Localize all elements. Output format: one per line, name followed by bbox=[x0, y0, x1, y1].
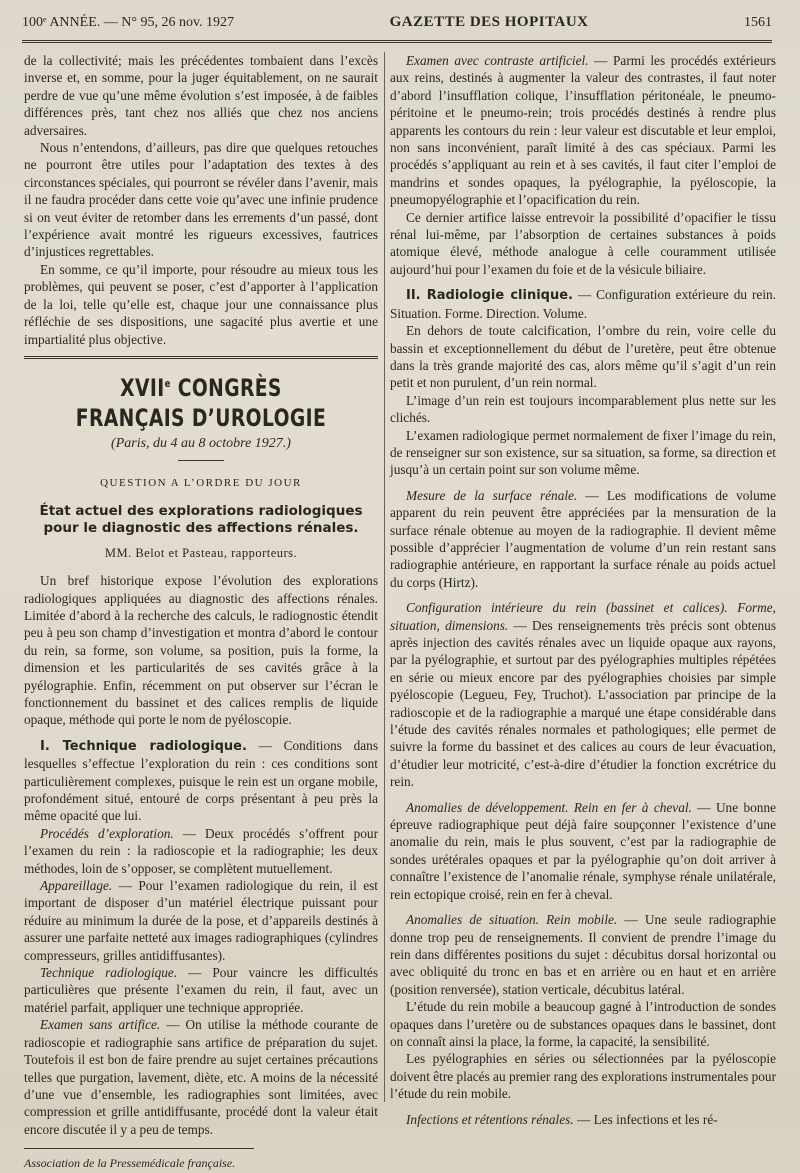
congress-dates: (Paris, du 4 au 8 octobre 1927.) bbox=[111, 435, 291, 451]
paragraph-text: — Deux procédés s’offrent pour l’examen du rein : la radioscopie et la radiographie; les deux méthodes, loin de s’opposer, se complètent mutuellement. bbox=[24, 825, 378, 876]
paragraph bbox=[390, 487, 776, 591]
paragraph-text: — Une seule radiographie donne trop peu de renseignements. Il convient de prendre l’image du rein dans différentes positions du sujet : décubitus dorsal horizontal ou avec obliquité du tronc en bas et en arrière ou en haut et en arrière (position renversée), station verticale, décubitus latéral. bbox=[390, 912, 776, 997]
paragraph: En dehors de toute calcification, l’ombre du rein, voire celle du bassin et exceptionnellement du début de l’uretère, peut être obtenue dans la très grande majorité des cas, alors même qu’il s’agit d’un rein petit et non purulent, d’un rein normal. bbox=[390, 323, 776, 391]
subheading: Anomalies de situation. Rein mobile. bbox=[406, 912, 618, 928]
section-paragraph bbox=[390, 286, 776, 322]
right-column bbox=[390, 52, 776, 1128]
congress-name: CONGRÈS FRANÇAIS D’UROLOGIE bbox=[75, 373, 327, 432]
footer-rule bbox=[24, 1148, 254, 1149]
paragraph-text: — On utilise la méthode courante de radioscopie et radiographie sans artifice de préparation du sujet. Toutefois il est bon de faire prendre au sujet certaines précautions telles que purgation, lavement, diète, etc. A moins de la nécessité d’une vue d’ensemble, les radiographies sont limitées, avec compression et grille antidiffusante, procédé dont la valeur était encore discutée il y a peu de temps. bbox=[24, 1017, 378, 1137]
paragraph-text: — Une bonne épreuve radiographique peut déjà faire soupçonner l’existence d’une anomalie du rein, mais le plus souvent, c’est par la radiographie de sondes urétérales opaques et par la pyélographie qu’on doit arriver à connaître l’existence de l’anomalie rénale, symphyse rénale unilatérale, rein ectopique croisé, rein en fer à cheval. bbox=[390, 799, 776, 902]
question-label: QUESTION A L’ORDRE DU JOUR bbox=[100, 477, 302, 490]
congress-title bbox=[63, 369, 339, 433]
spacer bbox=[390, 278, 776, 286]
paragraph bbox=[24, 825, 378, 877]
spacer bbox=[390, 1103, 776, 1111]
paragraph-text: — Pour l’examen radiologique du rein, il est important de disposer d’un matériel électrique puissant pour réduire au minimum la durée de la pose, et d’appareils destinés à assurer une parfaite netteté aux images radiographiques (cylindres compresseurs, grilles antidiffusantes). bbox=[24, 878, 378, 963]
subheading: Mesure de la surface rénale. bbox=[406, 487, 578, 503]
paragraph: Un bref historique expose l’évolution des explorations radiologiques appliquées au diagnostic des affections rénales. Limitée d’abord à la recherche des calculs, le radiognostic étendit peu à peu son champ d’investigation et montra d’abord le contour du rein, sa forme, son volume, sa position, puis la forme, la dimension et les particularités de ses cavités grâce à la pyélographie. Enfin, récemment on put observer sur l’écran le fonctionnement du bassinet et des calices remplis de liquide opaque, méthode qui porte le nom de pyéloscopie. bbox=[24, 573, 378, 728]
spacer bbox=[390, 479, 776, 487]
paragraph: L’étude du rein mobile a beaucoup gagné à l’introduction de sondes opaques dans l’uretère ou de substances opaques dans le bassinet, dont on connaît ainsi la place, la forme, la capacité, la sensibilité. bbox=[390, 999, 776, 1049]
section-rule bbox=[24, 356, 378, 359]
paragraph: Ce dernier artifice laisse entrevoir la possibilité d’opacifier le tissu rénal lui-même, par l’absorption de certaines substances à poids atomique élevé, méthode analogue à celle couramment utilisée aujourd’hui pour l’examen du foie et de la vésicule biliaire. bbox=[390, 209, 776, 277]
column-divider bbox=[384, 52, 385, 1102]
paragraph bbox=[24, 964, 378, 1016]
paragraph-text: — Parmi les procédés extérieurs aux reins, destinés à augmenter la valeur des contrastes, il faut noter d’abord l’insufflation colique, l’insufflation péritonéale, le pneumo-péritoine et le pneumo-rein; trois procédés destinés à rendre plus apparents les contours du rein : leur valeur est discutable et leur emploi, non sans inconvénient, paraît limité à des cas spéciaux. Parmi les procédés s’appliquant au rein et à ses cavités, il faut citer l’emploi de mandrins et sondes opaques, la pyélographie, la pyéloscopie, la pneumopyélographie et l’opacification du rein. bbox=[390, 53, 776, 208]
paragraph: de la collectivité; mais les précédentes tombaient dans l’excès inverse et, en somme, pour la juger équitablement, on ne saurait perdre de vue qu’une même évolution s’est imposée, à de faibles différences près, tant chez nos alliés que chez nos anciens adversaires. bbox=[24, 53, 378, 138]
paragraph-text: — Les infections et les ré- bbox=[573, 1111, 718, 1127]
paragraph: Les pyélographies en séries ou sélectionnées par la pyéloscopie doivent être placés au premier rang des explorations instrumentales pour l’étude du rein mobile. bbox=[390, 1051, 776, 1102]
paragraph bbox=[24, 877, 378, 964]
paragraph: L’image d’un rein est toujours incomparablement plus nette sur les clichés. bbox=[390, 392, 776, 426]
paragraph-text: — Les modifications de volume apparent du rein peuvent être appréciées par la mensuration de la surface rénale obtenue au moyen de la radiographie. Il devient même possible d’apprécier l’augmentation de volume d’un rein restant sans radiographie antérieure, en rapportant la surface rénale au poids actuel du corps (Hirtz). bbox=[390, 487, 776, 590]
congress-ordinal: e bbox=[164, 376, 171, 390]
paragraph: Nous n’entendons, d’ailleurs, pas dire que quelques retouches ne pourront être utiles pour l’adaptation des textes à des circonstances spéciales, qui pourront se révéler dans l’avenir, mais il ne faudra procéder dans cette voie qu’avec une infinie prudence si on veut éviter de retomber dans les errements d’un passé, dont l’expérience avait montré les rigueurs excessives, fautrices d’injustices regrettables. bbox=[24, 140, 378, 260]
subheading: Appareillage. bbox=[40, 878, 113, 894]
section-heading: II. Radiologie clinique. bbox=[406, 288, 573, 304]
spacer bbox=[390, 591, 776, 599]
article-title-line-2: pour le diagnostic des affections rénales. bbox=[43, 519, 359, 536]
spacer bbox=[390, 791, 776, 799]
subheading: Procédés d’exploration. bbox=[40, 825, 174, 841]
section-heading: I. Technique radiologique. bbox=[40, 738, 247, 754]
subheading: Configuration intérieure du rein (bassinet et calices). Forme, situation, dimensions. bbox=[390, 600, 776, 633]
authors: MM. Belot et Pasteau, rapporteurs. bbox=[104, 545, 298, 560]
subheading: Infections et rétentions rénales. bbox=[406, 1111, 574, 1127]
subheading: Anomalies de développement. Rein en fer à cheval. bbox=[406, 799, 692, 815]
running-head bbox=[22, 14, 772, 36]
article-title-line-1: État actuel des explorations radiologiques bbox=[39, 502, 363, 519]
page-number: 1561 bbox=[744, 15, 772, 30]
paragraph: En somme, ce qu’il importe, pour résoudre au mieux tous les problèmes, qui peuvent se poser, c’est d’apporter à l’application de la loi, telle qu’elle est, chaque jour une connaissance plus réfléchie de ses dispositions, une sagacité plus avertie et une impartialité plus objective. bbox=[24, 261, 378, 347]
publisher-footer: Association de la Pressemédicale française. bbox=[24, 1156, 236, 1171]
issue-info: 100ᵉ ANNÉE. — N° 95, 26 nov. 1927 bbox=[22, 15, 235, 30]
section-paragraph bbox=[24, 737, 378, 825]
paragraph bbox=[390, 799, 776, 903]
left-column bbox=[24, 52, 378, 1173]
congress-number: XVII bbox=[120, 373, 165, 402]
subheading: Technique radiologique. bbox=[40, 965, 178, 981]
short-rule bbox=[178, 460, 224, 461]
paragraph: L’examen radiologique permet normalement de fixer l’image du rein, de renseigner sur son existence, sur sa situation, sa forme, sa direction et jusqu’à un certain point sur son volume même. bbox=[390, 427, 776, 478]
paragraph bbox=[24, 1016, 378, 1138]
paragraph bbox=[390, 1111, 776, 1128]
header-rule bbox=[22, 40, 772, 43]
paragraph bbox=[390, 911, 776, 998]
paragraph bbox=[390, 52, 776, 209]
journal-title: GAZETTE DES HOPITAUX bbox=[389, 14, 589, 30]
spacer bbox=[390, 903, 776, 911]
subheading: Examen avec contraste artificiel. bbox=[406, 53, 589, 68]
paragraph bbox=[390, 599, 776, 790]
spacer bbox=[24, 729, 378, 737]
section-text: — Conditions dans lesquelles s’effectue l’exploration du rein : ces conditions sont particulièrement complexes, puisque le rein est un organe mobile, profondément situé, entouré de corps présentant à peu près la même opacité que lui. bbox=[24, 737, 378, 824]
section-text: — Configuration extérieure du rein. Situation. Forme. Direction. Volume. bbox=[390, 287, 776, 321]
subheading: Examen sans artifice. bbox=[40, 1017, 161, 1033]
paragraph-text: — Pour vaincre les difficultés particulières que présente l’examen du rein, il faut, avec un matériel parfait, appliquer une technique appropriée. bbox=[24, 965, 379, 1015]
paragraph-text: — Des renseignements très précis sont obtenus après injection des cavités rénales avec un liquide opaque aux rayons, par la pyélographie, et surtout par des pyélographies multiples répétées en série ou mieux encore par des pyélographies choisies par simple pyéloscopie (Legueu, Fey, Truchot). L’association par principe de la radioscopie et de la radiographie a marqué une étape considérable dans l’étude des cavités rénales normales et pathologiques; elle permet de suivre la forme du bassinet et des calices au cours de leur évacuation, d’étudier leur motricité, c’est-à-dire d’étudier la fonction excrétrice du rein. bbox=[390, 617, 777, 790]
